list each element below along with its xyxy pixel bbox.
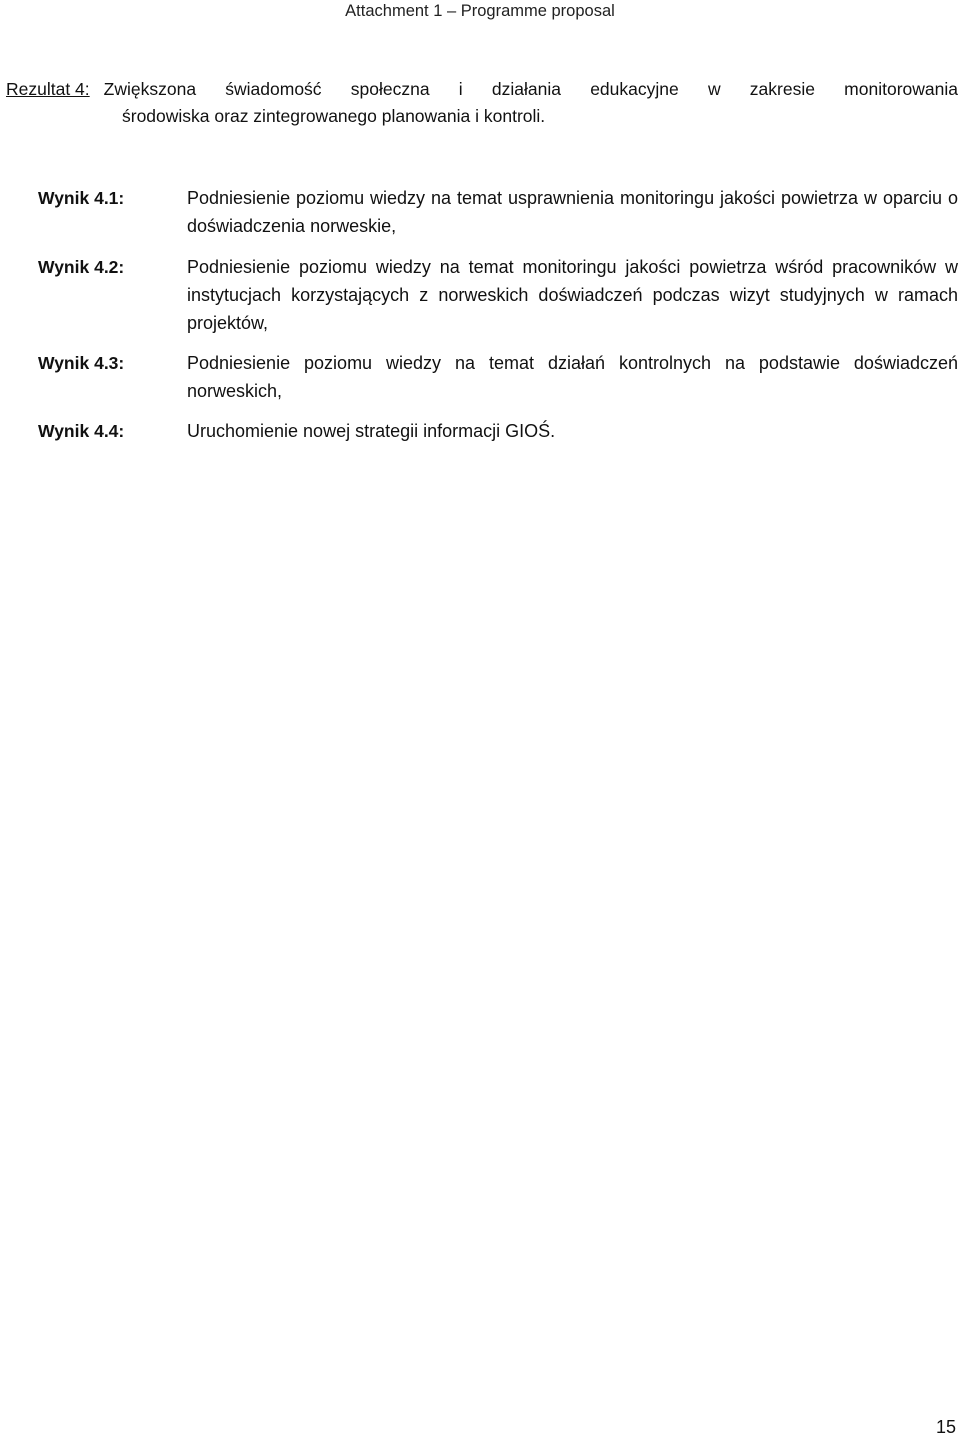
outcome-text: Podniesienie poziomu wiedzy na temat monitoringu jakości powietrza wśród pracowników w instytucjach korzystających z norweskich doświadczeń podczas wizyt studyjnych w ramach projektów,: [187, 257, 958, 333]
result-label: Rezultat 4:: [6, 79, 90, 99]
result-title-line-2: środowiska oraz zintegrowanego planowania i kontroli.: [122, 106, 546, 126]
outcome-text: Uruchomienie nowej strategii informacji GIOŚ.: [187, 421, 556, 441]
result-title-line-1: Zwiększona świadomość społeczna i działania edukacyjne w zakresie monitorowania: [103, 79, 958, 99]
outcome-label: Wynik 4.2:: [38, 257, 125, 277]
outcome-text: Podniesienie poziomu wiedzy na temat działań kontrolnych na podstawie doświadczeń norweskich,: [187, 353, 958, 401]
result-heading: [6, 76, 958, 130]
outcome-label: Wynik 4.4:: [38, 421, 125, 441]
outcome-label: Wynik 4.3:: [38, 353, 125, 373]
outcome-label: Wynik 4.1:: [38, 188, 125, 208]
page-number: 15: [935, 1417, 956, 1437]
page-header: Attachment 1 – Programme proposal: [345, 2, 615, 20]
result-heading-line-1: [6, 76, 958, 103]
outcome-text: Podniesienie poziomu wiedzy na temat usprawnienia monitoringu jakości powietrza w oparciu o doświadczenia norweskie,: [187, 188, 958, 236]
